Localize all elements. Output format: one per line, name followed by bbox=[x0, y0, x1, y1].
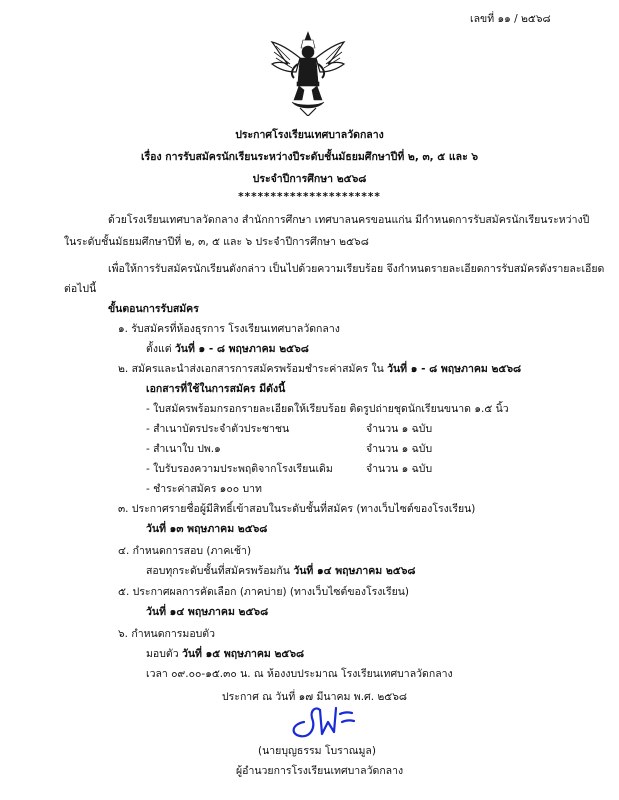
academic-year: ประจำปีการศึกษา ๒๕๖๘ bbox=[252, 173, 367, 185]
purpose-line-1: เพื่อให้การรับสมัครนักเรียนดังกล่าว เป็นไปด้วยความเรียบร้อย จึงกำหนดรายละเอียดการรับสมัครดังรายละเอียด bbox=[108, 263, 605, 275]
step-6-detail: มอบตัว bbox=[146, 648, 182, 660]
step-3-text: ๓. ประกาศรายชื่อผู้มีสิทธิ์เข้าสอบในระดับชั้นที่สมัคร (ทางเว็บไซต์ของโรงเรียน) bbox=[118, 503, 476, 515]
intro-line-2: ในระดับชั้นมัธยมศึกษาปีที่ ๒, ๓, ๕ และ ๖ ประจำปีการศึกษา ๒๕๖๘ bbox=[64, 236, 369, 248]
document-item: - ใบสมัครพร้อมกรอกรายละเอียดให้เรียบร้อย ติดรูปถ่ายชุดนักเรียนขนาด ๑.๕ นิ้ว bbox=[146, 403, 509, 415]
step-4-text: ๔. กำหนดการสอบ (ภาคเช้า) bbox=[118, 545, 252, 557]
step-4-date: วันที่ ๑๔ พฤษภาคม ๒๕๖๘ bbox=[293, 565, 416, 577]
steps-heading: ขั้นตอนการรับสมัคร bbox=[108, 303, 199, 315]
documents-heading: เอกสารที่ใช้ในการสมัคร มีดังนี้ bbox=[146, 383, 286, 395]
announcement-date: ประกาศ ณ วันที่ ๑๗ มีนาคม พ.ศ. ๒๕๖๘ bbox=[222, 691, 408, 703]
signer-position: ผู้อำนวยการโรงเรียนเทศบาลวัดกลาง bbox=[236, 765, 404, 777]
garuda-emblem-icon bbox=[270, 30, 346, 116]
step-6-detail-line bbox=[146, 647, 304, 661]
step-1-date: วันที่ ๑ - ๘ พฤษภาคม ๒๕๖๘ bbox=[174, 343, 309, 355]
purpose-line-2: ต่อไปนี้ bbox=[64, 283, 97, 295]
step-4-detail-line bbox=[146, 564, 415, 578]
divider-stars: ********************** bbox=[238, 191, 381, 203]
document-number: เลขที่ ๑๑ / ๒๕๖๘ bbox=[470, 13, 551, 25]
document-quantity: จำนวน ๑ ฉบับ bbox=[366, 443, 433, 455]
step-5-text: ๕. ประกาศผลการคัดเลือก (ภาคบ่าย) (ทางเว็บไซต์ของโรงเรียน) bbox=[118, 586, 410, 598]
document-quantity: จำนวน ๑ ฉบับ bbox=[366, 463, 433, 475]
step-2-text: ๒. สมัครและนำส่งเอกสารการสมัครพร้อมชำระค่าสมัคร ใน bbox=[118, 363, 388, 375]
document-item: - สำเนาใบ ปพ.๑ bbox=[146, 443, 221, 455]
step-2-line bbox=[118, 362, 521, 376]
step-4-detail: สอบทุกระดับชั้นที่สมัครพร้อมกัน bbox=[146, 565, 294, 577]
step-1-text: ๑. รับสมัครที่ห้องธุรการ โรงเรียนเทศบาลวัดกลาง bbox=[118, 323, 340, 335]
document-item: - ใบรับรองความประพฤติจากโรงเรียนเดิม bbox=[146, 463, 333, 475]
document-item: - ชำระค่าสมัคร ๑๐๐ บาท bbox=[146, 483, 262, 495]
intro-line-1: ด้วยโรงเรียนเทศบาลวัดกลาง สำนักการศึกษา เทศบาลนครขอนแก่น มีกำหนดการรับสมัครนักเรียนระหว่างปี bbox=[108, 214, 590, 226]
signer-name: (นายบุญธรรม โบราณมูล) bbox=[258, 745, 376, 757]
step-1-date-line bbox=[146, 342, 309, 356]
step-6-text: ๖. กำหนดการมอบตัว bbox=[118, 628, 216, 640]
step-1-date-prefix: ตั้งแต่ bbox=[146, 343, 175, 355]
step-5-date: วันที่ ๑๔ พฤษภาคม ๒๕๖๘ bbox=[146, 606, 269, 618]
step-6-time-place: เวลา ๐๙.๐๐-๑๕.๓๐ น. ณ ห้องงบประมาณ โรงเรียนเทศบาลวัดกลาง bbox=[146, 668, 453, 680]
step-3-date: วันที่ ๑๓ พฤษภาคม ๒๕๖๘ bbox=[146, 523, 268, 535]
step-6-date: วันที่ ๑๕ พฤษภาคม ๒๕๖๘ bbox=[181, 648, 305, 660]
document-quantity: จำนวน ๑ ฉบับ bbox=[366, 423, 433, 435]
step-2-date: วันที่ ๑ - ๘ พฤษภาคม ๒๕๖๘ bbox=[387, 363, 522, 375]
announcement-subject: เรื่อง การรับสมัครนักเรียนระหว่างปีระดับชั้นมัธยมศึกษาปีที่ ๒, ๓, ๕ และ ๖ bbox=[140, 151, 479, 163]
announcement-title: ประกาศโรงเรียนเทศบาลวัดกลาง bbox=[235, 129, 384, 141]
document-item: - สำเนาบัตรประจำตัวประชาชน bbox=[146, 423, 290, 435]
handwritten-signature-icon bbox=[282, 700, 378, 740]
